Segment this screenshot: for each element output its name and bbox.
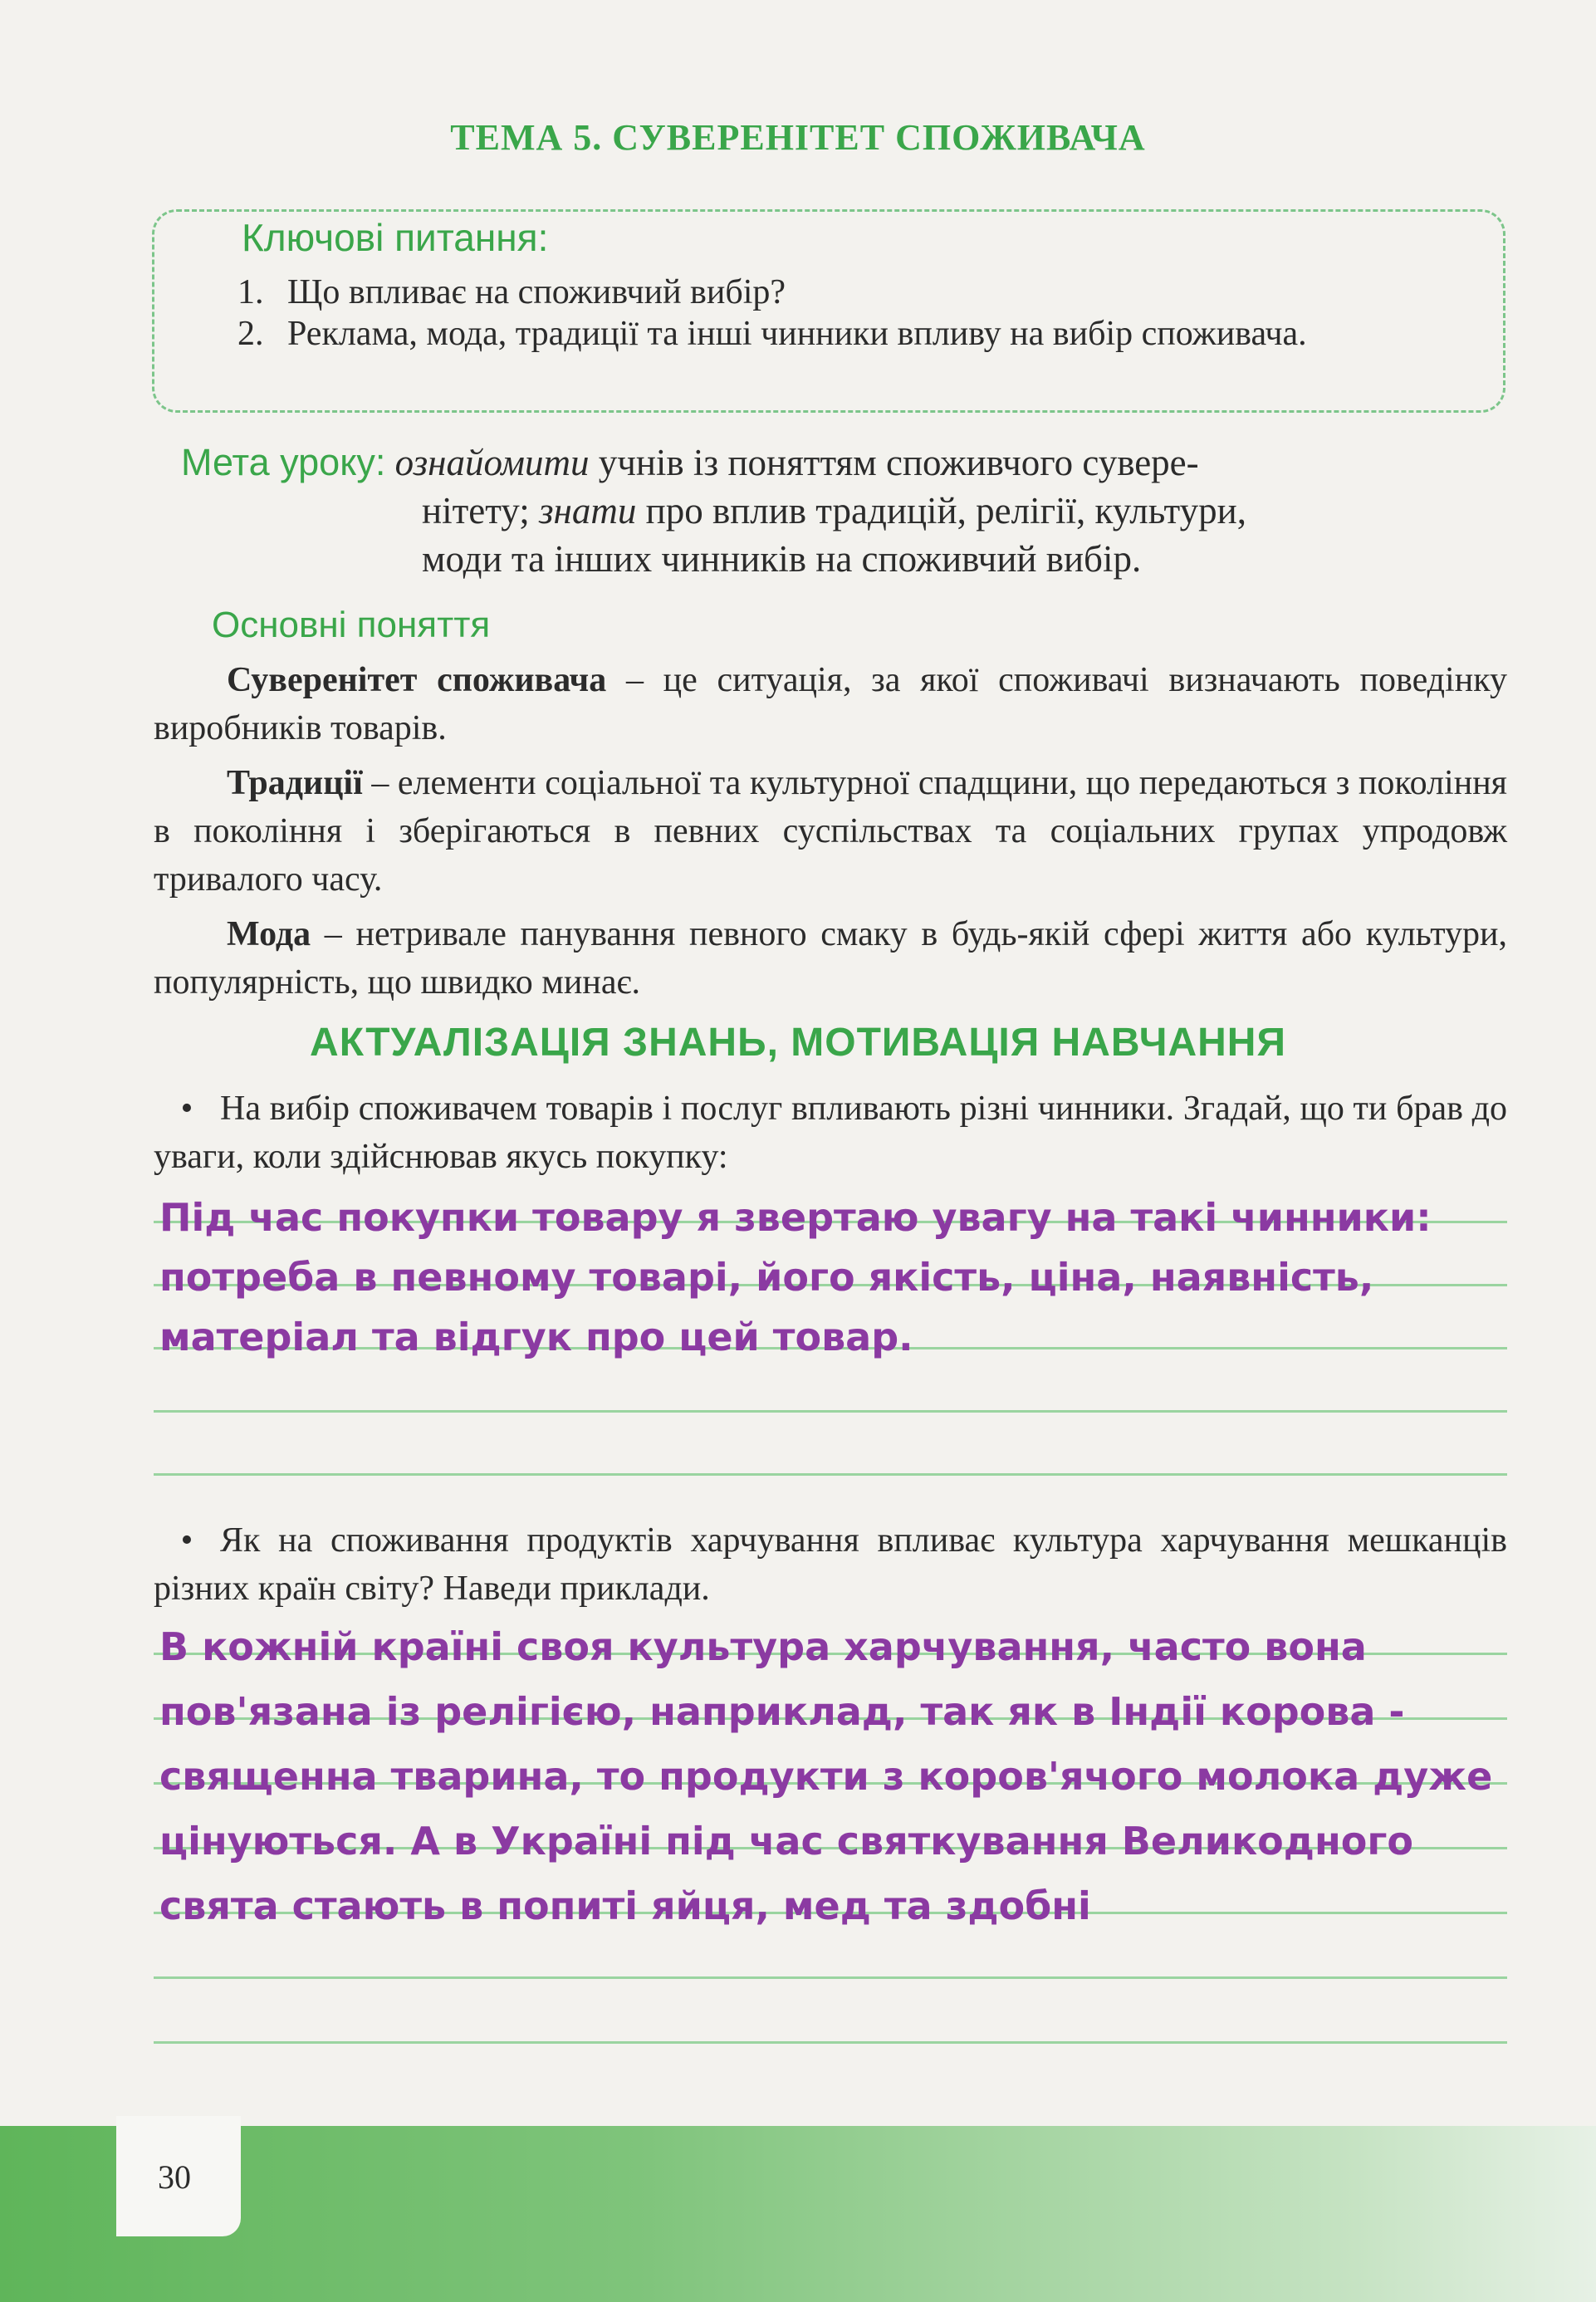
lesson-goal-verb: знати (538, 490, 637, 531)
definition (154, 759, 1507, 904)
lesson-goal (181, 438, 1506, 583)
key-questions-title: Ключові питання: (242, 216, 549, 259)
definition-text: – елементи соціальної та культурної спадщини, що передаються з покоління в покоління і зберігаються в певних суспільствах та соціальних групах упродовж тривалого часу. (154, 764, 1507, 899)
answer-line-text: цінуються. А в Україні під час святкування Великодного (159, 1819, 1413, 1864)
definition (154, 910, 1507, 1007)
answer-line (154, 2041, 1507, 2044)
bullet-icon: • (180, 1090, 193, 1128)
definitions (154, 656, 1507, 1013)
page-number: 30 (158, 2158, 191, 2196)
answer-line-text: Під час покупки товару я звертаю увагу на такі чинники: (159, 1195, 1432, 1240)
definition (154, 656, 1507, 752)
key-questions-box (152, 209, 1505, 413)
answer-line-text: потреба в певному товарі, його якість, ціна, наявність, (159, 1255, 1374, 1300)
definition-text: – нетривале панування певного смаку в будь-якій сфері життя або культури, популярність, що швидко минає. (154, 915, 1507, 1002)
concepts-title: Основні поняття (212, 605, 491, 645)
list-item-text: Що впливає на споживчий вибір? (287, 273, 786, 311)
list-item-number: 1. (237, 273, 264, 311)
answer-line-text: матеріал та відгук про цей товар. (159, 1315, 913, 1359)
key-questions-list (237, 272, 1491, 355)
section-heading: АКТУАЛІЗАЦІЯ ЗНАНЬ, МОТИВАЦІЯ НАВЧАННЯ (310, 1021, 1286, 1065)
question-2 (154, 1516, 1507, 1613)
lesson-goal-line (181, 487, 1506, 535)
question-text: На вибір споживачем товарів і послуг впливають різні чинники. Згадай, що ти брав до уваги, коли здійснював якусь покупку: (154, 1090, 1507, 1176)
answer-line (154, 1473, 1507, 1476)
list-item (237, 272, 1491, 313)
question-1 (154, 1085, 1507, 1181)
answer-line (154, 1976, 1507, 1979)
lesson-goal-line: моди та інших чинників на споживчий вибір. (422, 538, 1142, 580)
lesson-goal-text: про вплив традицій, релігії, культури, (636, 490, 1246, 531)
topic-title: ТЕМА 5. СУВЕРЕНІТЕТ СПОЖИВАЧА (450, 117, 1146, 158)
lesson-goal-text: нітету; (422, 490, 539, 531)
lesson-goal-label: Мета уроку: (181, 441, 386, 483)
answer-line-text: священна тварина, то продукти з коров'ячого молока дуже (159, 1754, 1493, 1799)
list-item (237, 313, 1491, 355)
lesson-goal-text: учнів із поняттям споживчого сувере- (589, 442, 1199, 483)
answer-2[interactable] (159, 1614, 1546, 1938)
answer-line (154, 1410, 1507, 1413)
lesson-goal-verb: ознайомити (394, 442, 590, 483)
answer-1[interactable] (159, 1188, 1546, 1367)
answer-line-text: В кожній країні своя культура харчування, часто вона (159, 1624, 1367, 1669)
list-item-number: 2. (237, 315, 264, 353)
list-item-text: Реклама, мода, традиції та інші чинники впливу на вибір споживача. (287, 315, 1307, 353)
answer-line-text: пов'язана із релігією, наприклад, так як в Індії корова - (159, 1689, 1405, 1734)
definition-term: Мода (227, 915, 311, 953)
question-text: Як на споживання продуктів харчування впливає культура харчування мешканців різних країн світу? Наведи приклади. (154, 1521, 1507, 1608)
bullet-icon: • (180, 1521, 193, 1560)
definition-term: Суверенітет споживача (227, 661, 607, 699)
definition-text: – це ситуація, за якої споживачі визначають поведінку виробників товарів. (154, 661, 1507, 747)
definition-term: Традиції (227, 764, 363, 802)
answer-line-text: свята стають в попиті яйця, мед та здобні (159, 1883, 1091, 1928)
